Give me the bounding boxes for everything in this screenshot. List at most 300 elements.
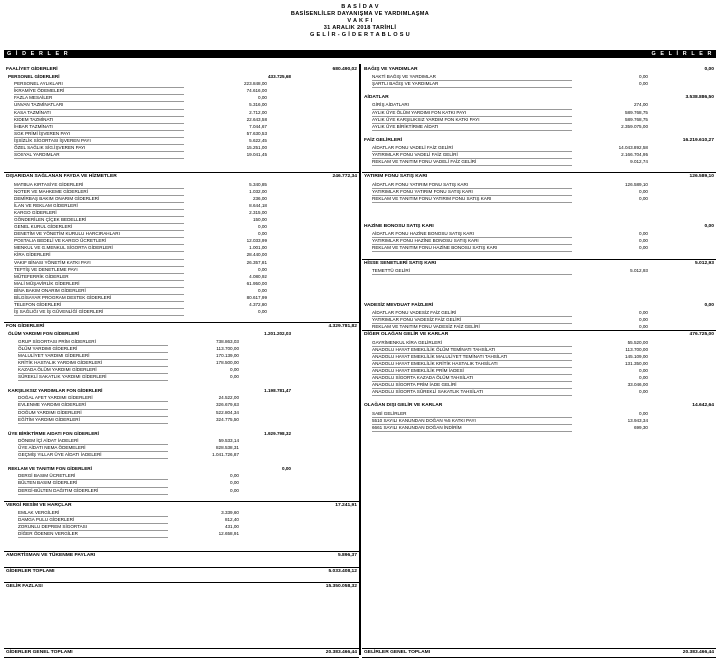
line-item-value: 0,00: [639, 245, 648, 251]
line-item-label: YATIRIMLAR FONU YATIRIM FONU SATIŞ KARI: [372, 188, 572, 196]
line-item: [362, 424, 716, 431]
line-item-label: KAZADA ÖLÜM YARDIMI GİDERLERİ: [18, 366, 168, 374]
line-item-label: POSTALIA BEDELİ VE KARGO ÜCRETLERİ: [14, 237, 184, 245]
line-item-value: 2.359.075,00: [621, 123, 648, 129]
line-item-label: MENKUL VE G.MENKUL SİGORTA GİDERLERİ: [14, 244, 184, 252]
spacer: [4, 423, 359, 430]
line-item-value: 13.943,34: [627, 417, 648, 423]
line-item-value: 431,00: [224, 524, 239, 529]
section-total: 3.538.886,50: [685, 95, 714, 101]
section-total: 680.490,02: [332, 67, 357, 72]
line-item: [4, 416, 359, 423]
line-item-value: 0,00: [258, 266, 267, 272]
line-item: [4, 451, 359, 458]
line-item-value: 170.139,00: [216, 352, 239, 358]
line-item: [4, 116, 359, 123]
line-item: [362, 309, 716, 316]
line-item: [4, 188, 359, 195]
line-item-label: İLAN VE REKLAM GİDERLERİ: [14, 202, 184, 210]
line-item-value: 274,00: [633, 102, 648, 108]
line-item-value: 0,00: [639, 238, 648, 244]
line-item-value: 59.533,14: [218, 437, 239, 443]
line-item-label: DERGİ BASIM ÜCRETLERİ: [18, 472, 168, 480]
line-item: [4, 479, 359, 486]
line-item: [4, 80, 359, 87]
line-item-label: SGK PRİMİ İŞVEREN PAYI: [14, 130, 184, 138]
line-item-value: 28.440,00: [246, 252, 267, 258]
line-item-label: EVLENME YARDIMI GİDERLERİ: [18, 401, 168, 409]
spacer: [362, 295, 716, 302]
line-item-label: ANADOLU HAYAT EMEKLİLİK ÖLÜM TEMİNATI TAHSİLATI: [372, 346, 572, 354]
line-item-label: GİRİŞ AİDATLARI: [372, 101, 572, 109]
line-item-value: 0,00: [639, 310, 648, 316]
line-item: [4, 230, 359, 237]
line-item: [4, 259, 359, 266]
line-item-value: 324.775,50: [216, 416, 239, 422]
org-full-name: BASİSENLİLER DAYANIŞMA VE YARDIMLAŞMA: [290, 11, 430, 17]
line-item: [4, 287, 359, 294]
line-item: [362, 109, 716, 116]
line-item: [362, 195, 716, 202]
line-item: [362, 388, 716, 395]
line-item: [362, 374, 716, 381]
line-item-value: 0,00: [258, 309, 267, 315]
line-item: [4, 130, 359, 137]
section-label: AMORTİSMAN VE TÜKENME PAYLARI: [6, 553, 96, 559]
line-item: [362, 101, 716, 108]
line-item: [4, 345, 359, 352]
section-header: [4, 66, 359, 73]
line-item-value: 0,00: [639, 74, 648, 80]
line-item-value: 145.109,00: [625, 353, 648, 359]
line-item-label: ANADOLU SİGORTA SÜREKLİ SAKATLIK TAHSİLATI: [372, 388, 572, 396]
section-header: [362, 302, 716, 309]
line-item-label: GAYRİMENKUL KİRA GELİRLERİ: [372, 339, 572, 347]
line-item: [362, 360, 716, 367]
section-label: BAĞIŞ VE YARDIMLAR: [364, 67, 418, 72]
line-item: [4, 437, 359, 444]
line-item: [4, 123, 359, 130]
line-item: [362, 353, 716, 360]
section-label: FAİZ GELİRLERİ: [364, 137, 403, 143]
line-item-value: 589.768,75: [625, 116, 648, 122]
line-item-value: 812,40: [224, 516, 239, 522]
line-item-label: AİDATLAR FONU HAZİNE BONOSU SATIŞ KARI: [372, 230, 572, 238]
line-item-value: 113.700,00: [625, 346, 648, 352]
spacer: [362, 165, 716, 172]
line-item-value: 0,00: [258, 231, 267, 237]
subgroup-total: 1.929.798,32: [264, 430, 291, 436]
line-item: [362, 80, 716, 87]
line-item: [362, 417, 716, 424]
line-item-value: 0,00: [639, 81, 648, 87]
line-item-label: REKLAM VE TANITIM FONU YATIRIM FONU SATIŞ KARI: [372, 195, 572, 203]
line-item-label: ZORUNLU DEPREM SİGORTASI: [18, 523, 168, 531]
section-header: [4, 567, 359, 575]
line-item-label: NOTER VE MAHKEME GİDERLERİ: [14, 188, 184, 196]
line-item: [362, 123, 716, 130]
expenses-grand-total-label: GİDERLER GENEL TOPLAMI: [6, 650, 73, 655]
expenses-column: [4, 66, 359, 590]
line-item-value: 0,00: [258, 95, 267, 101]
section-header: [362, 66, 716, 73]
subgroup-label: ÖLÜM YARDIMI FON GİDERLERİ: [8, 331, 79, 337]
spacer: [4, 544, 359, 551]
line-item-value: 5.340,85: [249, 181, 267, 187]
line-item: [4, 373, 359, 380]
line-item-value: 7.044,67: [249, 123, 267, 129]
line-item-value: 4.080,92: [249, 273, 267, 279]
income-grand-total: [362, 648, 716, 658]
line-item-label: MALULİYET YARDIMI GİDERLERİ: [18, 352, 168, 360]
line-item-value: 5.012,93: [630, 267, 648, 273]
section-label: HİSSE SENETLERİ SATIŞ KARI: [364, 260, 437, 266]
section-label: VADESİZ MEVDUAT FAİZLERİ: [364, 303, 434, 309]
line-item-value: 2.712,00: [249, 109, 267, 115]
section-header: [362, 259, 716, 267]
line-item: [4, 137, 359, 144]
line-item-label: DOĞUM YARDIMI GİDERLERİ: [18, 409, 168, 417]
section-label: GİDERLER TOPLAMI: [6, 568, 55, 574]
line-item-value: 236,00: [252, 195, 267, 201]
section-total: 4.329.781,82: [328, 324, 357, 330]
line-item-label: 5510 SAYILI KANUNDAN DOĞAN %5 KATKI PAYI: [372, 417, 572, 425]
section-header: [4, 582, 359, 590]
income-header: G E L İ R L E R: [651, 51, 713, 57]
line-item-value: 33.046,00: [627, 382, 648, 388]
line-item: [362, 339, 716, 346]
line-item-value: 2.315,00: [249, 209, 267, 215]
line-item: [4, 352, 359, 359]
line-item-value: 113.700,00: [216, 345, 239, 351]
spacer: [362, 288, 716, 295]
expenses-header: G İ D E R L E R: [7, 51, 70, 57]
spacer: [362, 251, 716, 258]
subgroup-header: [4, 73, 359, 80]
line-item: [362, 323, 716, 330]
subgroup-header: [4, 330, 359, 337]
line-item-label: İKRAMİYE ÖDEMELERİ: [14, 87, 184, 95]
line-item: [362, 73, 716, 80]
section-total: 5.012,93: [694, 260, 714, 266]
subgroup-header: [4, 387, 359, 394]
line-item-label: REKLAM VE TANITIM FONU HAZİNE BONOSU SATIŞ KARI: [372, 244, 572, 252]
line-item: [4, 366, 359, 373]
line-item-value: 15.251,00: [246, 145, 267, 151]
line-item-value: 0,00: [639, 367, 648, 373]
line-item-value: 74.616,00: [246, 88, 267, 94]
line-item-value: 0,00: [258, 224, 267, 230]
line-item: [4, 523, 359, 530]
spacer: [362, 216, 716, 223]
line-item: [4, 101, 359, 108]
line-item-value: 178.500,00: [216, 359, 239, 365]
line-item: [4, 444, 359, 451]
line-item: [4, 338, 359, 345]
line-item-value: 0,00: [230, 374, 239, 380]
subgroup-total: 433.725,68: [268, 74, 291, 80]
line-item: [4, 394, 359, 401]
section-total: 14.642,64: [692, 403, 714, 409]
subgroup-label: ÜYE BİRİKTİRME AIDATI FON GİDERLERİ: [8, 430, 99, 436]
section-total: 476.725,00: [689, 332, 714, 338]
line-item: [4, 223, 359, 230]
income-column: [362, 66, 716, 431]
line-item-label: DÖNEM İÇİ AİDAT İADELERİ: [18, 437, 168, 445]
line-item: [4, 202, 359, 209]
line-item: [362, 144, 716, 151]
line-item-label: ANADOLU HAYAT EMEKLİLİK PRİM İADESİ: [372, 367, 572, 375]
line-item-label: TEMETTÜ GELİRİ: [372, 267, 572, 275]
line-item-label: AYLIK ÜYE BİRİKTİRME AİDATI: [372, 123, 572, 131]
section-total: 0,00: [704, 67, 714, 72]
section-header: [4, 172, 359, 180]
subgroup-header: [4, 430, 359, 437]
statement-title: G E L İ R - G İ D E R T A B L O S U: [309, 32, 410, 38]
line-item-label: REKLAM VE TANITIM FONU VADESİZ FAİZ GELİRİ: [372, 323, 572, 331]
line-item-value: 0,00: [258, 287, 267, 293]
line-item-label: SÜREKLİ SAKATLIK YARDIMI GİDERLERİ: [18, 373, 168, 381]
line-item: [4, 216, 359, 223]
statement-date: 31 ARALIK 2018 TARİHLİ: [323, 25, 397, 31]
line-item: [4, 409, 359, 416]
line-item-label: GEÇMİŞ YILLAR ÜYE AİDATI İADELERİ: [18, 451, 168, 459]
line-item-value: 80.617,99: [246, 295, 267, 300]
subgroup-total: 1.198.781,47: [264, 388, 291, 394]
line-item-label: EMLAK VERGİLERİ: [18, 509, 168, 517]
line-item: [4, 209, 359, 216]
section-label: HAZİNE BONOSU SATIŞ KARI: [364, 224, 434, 230]
line-item-value: 55.520,00: [627, 339, 648, 345]
line-item-value: 1.041.726,87: [212, 452, 239, 458]
line-item: [362, 316, 716, 323]
spacer: [362, 202, 716, 209]
line-item: [362, 244, 716, 251]
line-item-label: 6661 SAYILI KANUNDAN DOĞAN İNDİRİM: [372, 424, 572, 432]
section-label: DİĞER OLAĞAN GELİR VE KARLAR: [364, 332, 449, 338]
line-item-label: VAKIF BİNASI YÖNETİM KATKI PAYI: [14, 259, 184, 267]
line-item-label: AYLIK ÜYE KARŞILIKSIZ YARDIM FON KATKI PAYI: [372, 116, 572, 124]
line-item: [4, 266, 359, 273]
line-item-value: 1.032,00: [249, 188, 267, 194]
line-item-label: GRUP SİGORTASI PRİM GİDERLERİ: [18, 338, 168, 346]
line-item-label: ÖLÜM YARDIMI GİDERLERİ: [18, 345, 168, 353]
section-total: 5.896,37: [337, 553, 357, 559]
line-item-label: YATIRIMLAR FONU VADELİ FAİZ GELİRİ: [372, 151, 572, 159]
line-item-label: DOĞAL AFET YARDIMI GİDERLERİ: [18, 394, 168, 402]
section-header: [362, 330, 716, 338]
line-item-label: KRİTİK HASTALIK YARDIMI GİDERLERİ: [18, 359, 168, 367]
section-label: YATIRIM FONU SATIŞ KARI: [364, 174, 428, 180]
line-item-label: AİDATLAR FONU VADELİ FAİZ GELİRİ: [372, 144, 572, 152]
spacer: [4, 458, 359, 465]
column-header-band: [4, 50, 716, 58]
line-item-label: ANADOLU SİGORTA KAZADA ÖLÜM TAHSİLATI: [372, 374, 572, 382]
line-item-value: 589.768,75: [625, 109, 648, 115]
line-item-label: BÜLTEN BASIM GİDERLERİ: [18, 479, 168, 487]
line-item: [362, 367, 716, 374]
line-item: [4, 280, 359, 287]
line-item-value: 738.863,03: [216, 338, 239, 344]
expenses-grand-total-value: 20.383.466,44: [325, 650, 357, 655]
column-divider: [359, 64, 361, 655]
line-item-label: KASA TAZMİNATI: [14, 109, 184, 117]
income-grand-total-label: GELİRLER GENEL TOPLAMI: [364, 650, 431, 655]
line-item-label: DERGİ-BÜLTEN DAĞITIM GİDERLERİ: [18, 487, 168, 495]
line-item-label: KİRA GİDERLERİ: [14, 251, 184, 259]
line-item-label: AYLIK ÜYE ÖLÜM YARDIMI FON KATKI PAYI: [372, 109, 572, 117]
line-item: [362, 181, 716, 188]
line-item-value: 0,00: [230, 487, 239, 493]
line-item: [4, 251, 359, 258]
line-item-label: İŞSİZLİK SİGORTASI İŞVEREN PAYI: [14, 137, 184, 145]
line-item-label: ANADOLU HAYAT EMEKLİLİK MALULİYET TEMİNATI TAHSİLATI: [372, 353, 572, 361]
line-item-value: 19.041,45: [246, 152, 267, 158]
line-item: [362, 237, 716, 244]
spacer: [4, 559, 359, 566]
spacer: [4, 165, 359, 172]
line-item: [4, 472, 359, 479]
spacer: [362, 274, 716, 281]
line-item-label: DAMGA PULU GİDERLERİ: [18, 516, 168, 524]
line-item-label: AİDATLAR FONU YATIRIM FONU SATIŞ KARI: [372, 181, 572, 189]
line-item-value: 0,00: [639, 324, 648, 330]
org-type: V A K F I: [347, 18, 373, 24]
line-item-value: 4.372,80: [249, 302, 267, 308]
line-item-label: MÜTEFERRİK GİDERLER: [14, 273, 184, 281]
expenses-grand-total: [4, 648, 359, 658]
line-item-value: 131.350,00: [625, 360, 648, 366]
line-item-value: 699,30: [633, 424, 648, 430]
spacer: [362, 395, 716, 402]
section-total: 5.033.408,12: [328, 568, 357, 574]
line-item-label: TEFTİŞ VE DENETLEME PAYI: [14, 266, 184, 274]
section-label: FAALİYET GİDERLERİ: [6, 67, 58, 72]
spacer: [4, 537, 359, 544]
line-item-value: 0,00: [639, 231, 648, 237]
section-label: DIŞARIDAN SAĞLANAN FAYDA VE HİZMETLER: [6, 174, 117, 180]
line-item-value: 1.001,00: [249, 245, 267, 251]
line-item-label: KARGO GİDERLERİ: [14, 209, 184, 217]
line-item-value: 5.316,00: [249, 102, 267, 108]
line-item: [4, 487, 359, 494]
spacer: [362, 130, 716, 137]
line-item-value: 0,00: [639, 195, 648, 201]
line-item: [4, 181, 359, 188]
line-item-label: MALİ MÜŞAVİRLİK GİDERLERİ: [14, 280, 184, 288]
line-item: [362, 346, 716, 353]
section-label: OLAĞAN DIŞI GELİR VE KARLAR: [364, 403, 443, 409]
line-item: [4, 401, 359, 408]
section-total: 16.219.610,27: [682, 137, 714, 143]
line-item-label: YATIRIMLAR FONU HAZİNE BONOSU SATIŞ KARI: [372, 237, 572, 245]
line-item: [362, 267, 716, 274]
line-item-value: 326.679,63: [216, 402, 239, 408]
line-item: [4, 530, 359, 537]
line-item-label: TELEFON GİDERLERİ: [14, 301, 184, 309]
line-item-label: İŞ SAĞLIĞI VE İŞ GÜVENLİĞİ GİDERLERİ: [14, 308, 184, 316]
line-item-value: 14.043.892,58: [618, 145, 648, 151]
section-header: [362, 223, 716, 230]
line-item-label: YATIRIMLAR FONU VADESİZ FAİZ GELİRİ: [372, 316, 572, 324]
line-item-value: 0,00: [639, 389, 648, 395]
line-item: [362, 116, 716, 123]
line-item-label: NAKTİ BAĞIŞ VE YARDIMLAR: [372, 73, 572, 81]
line-item-value: 61.950,00: [246, 280, 267, 286]
line-item-value: 0,00: [230, 480, 239, 486]
line-item-label: DİĞER ÖDENEN VERGİLER: [18, 530, 168, 538]
line-item: [4, 273, 359, 280]
line-item: [4, 87, 359, 94]
line-item-label: ŞARTLI BAĞIŞ VE YARDIMLAR: [372, 80, 572, 88]
line-item-value: 26.357,81: [246, 259, 267, 265]
line-item-label: İHBAR TAZMİNATI: [14, 123, 184, 131]
line-item: [362, 158, 716, 165]
line-item-label: ANADOLU SİGORTA PRİM İADE GELİRİ: [372, 381, 572, 389]
spacer: [4, 494, 359, 501]
section-header: [362, 402, 716, 409]
spacer: [362, 209, 716, 216]
line-item-value: 8.644,18: [249, 202, 267, 208]
line-item: [4, 301, 359, 308]
subgroup-total: 0,00: [282, 466, 291, 472]
spacer: [362, 281, 716, 288]
subgroup-label: REKLAM VE TANITIM FON GİDERLERİ: [8, 466, 92, 472]
line-item: [4, 144, 359, 151]
org-short-name: B A S İ D A V: [341, 4, 379, 10]
spacer: [4, 575, 359, 582]
section-header: [4, 501, 359, 509]
line-item-value: 5.622,45: [249, 137, 267, 143]
income-grand-total-value: 20.383.466,44: [682, 650, 714, 655]
line-item-value: 0,00: [639, 375, 648, 381]
section-header: [4, 322, 359, 330]
line-item-label: PERSONEL AYLIKLARI: [14, 80, 184, 88]
line-item-label: AİDATLAR FONU VADESİZ FAİZ GELİRİ: [372, 309, 572, 317]
line-item-label: ÖZEL SAĞLIK SİG.İŞVEREN PAYI: [14, 144, 184, 152]
section-header: [362, 137, 716, 144]
section-header: [4, 551, 359, 559]
subgroup-label: KARŞILIKSIZ YARDIMLAR FON GİDERLERİ: [8, 388, 103, 394]
spacer: [4, 158, 359, 165]
line-item-label: FAZLA MESAİLER: [14, 94, 184, 102]
line-item-label: EĞİTİM YARDIMI GİDERLERİ: [18, 416, 168, 424]
section-label: AİDATLAR: [364, 95, 389, 101]
line-item-label: REKLAM VE TANITIM FONU VADELİ FAİZ GELİRİ: [372, 158, 572, 166]
section-label: GELİR FAZLASI: [6, 583, 43, 589]
subgroup-label: PERSONEL GİDERLERİ: [8, 74, 60, 80]
section-label: FON GİDERLERİ: [6, 324, 45, 330]
section-header: [362, 172, 716, 180]
section-total: 0,00: [704, 224, 714, 230]
line-item-label: GÖNDERİLEN ÇİÇEK BEDELLERİ: [14, 216, 184, 224]
line-item-value: 126.589,10: [625, 181, 648, 187]
spacer: [362, 87, 716, 94]
line-item-label: GENEL KURUL GİDERLERİ: [14, 223, 184, 231]
subgroup-header: [4, 465, 359, 472]
line-item-label: SABİ GELİRLER: [372, 410, 572, 418]
line-item-label: DENETİM VE YÖNETİM KURULU HARCIRAHLARI: [14, 230, 184, 238]
line-item-value: 24.522,00: [218, 395, 239, 401]
line-item: [4, 516, 359, 523]
line-item: [362, 381, 716, 388]
section-total: 0,00: [704, 303, 714, 309]
line-item: [4, 151, 359, 158]
line-item-value: 12.658,91: [218, 531, 239, 537]
line-item-value: 9.012,74: [630, 159, 648, 165]
section-label: VERGİ RESİM VE HARÇLAR: [6, 502, 72, 508]
line-item: [4, 94, 359, 101]
